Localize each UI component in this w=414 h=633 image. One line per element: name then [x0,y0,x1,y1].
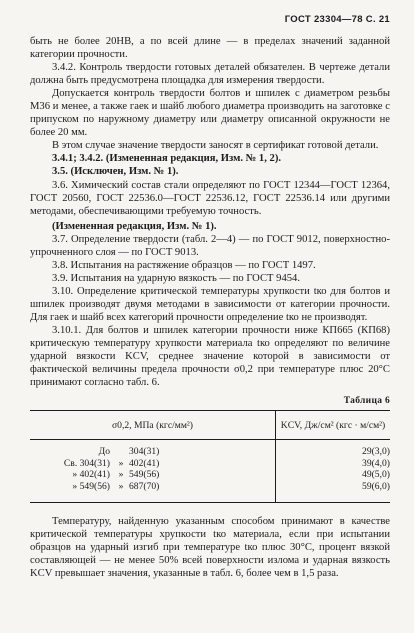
table-row [30,458,275,469]
paragraph: 3.6. Химический состав стали определяют по ГОСТ 12344—ГОСТ 12364, ГОСТ 20560, ГОСТ 22536.0—ГОСТ 22536.12, ГОСТ 22536.14 или другими методами, обеспечивающими требуемую точность. [30,179,390,217]
table-header-kcv: KCV, Дж/см² (кгс · м/см²) [276,411,390,440]
paragraph: 3.8. Испытания на растяжение образцов — по ГОСТ 1497. [52,259,316,271]
kcv-value: 49(5,0) [362,469,390,481]
strength-column [30,440,276,503]
range-value: 549(56) [129,469,160,481]
range-ditto [113,446,129,457]
range-prefix: » 549(56) [72,480,110,492]
table-6 [30,410,390,503]
paragraph: быть не более 20НВ, а по всей длине — в пределах значений заданной категории прочности. [30,36,390,61]
range-ditto: » [118,480,124,492]
range-value: 687(70) [129,480,160,492]
paragraph: Допускается контроль твердости болтов и шпилек с диаметром резьбы М36 и менее, а также гаек и шайб любого диаметра производить на заготовке с припуском по наружному диаметру или диаметру описанной окружности не более 20 мм. [30,88,390,139]
paragraph: В этом случае значение твердости заносят в сертификат готовой детали. [52,140,379,152]
paragraph: Температуру, найденную указанным способом принимают в качестве критической температуры хрупкости tко материала, если при испытании образцов на ударный изгиб при температуре tко плюс 30°С, процент вязкой составляющей — не менее 50% всей поверхности излома и ударная вязкость KCV превышает значения, указанные в табл. 6, более чем в 1,5 раза. [30,515,390,580]
amendment-note: 3.4.1; 3.4.2. (Измененная редакция, Изм. № 1, 2). [52,153,282,165]
kcv-value: 59(6,0) [362,480,390,492]
table-row [30,481,275,492]
paragraph: 3.4.2. Контроль твердости готовых деталей обязателен. В чертеже детали должна быть предусмотрена площадка для измерения твердости. [30,62,390,87]
kcv-column [276,440,390,503]
amendment-note: 3.5. (Исключен, Изм. № 1). [52,166,179,178]
range-value: 304(31) [129,446,160,458]
page-header: ГОСТ 23304—78 С. 21 [284,14,390,25]
range-ditto: » [118,457,124,469]
table-row [30,446,275,457]
paragraph: 3.7. Определение твердости (табл. 2—4) — по ГОСТ 9012, поверхностно-упрочненного слоя — по ГОСТ 9013. [30,233,390,258]
paragraph: 3.9. Испытания на ударную вязкость — по ГОСТ 9454. [52,272,300,284]
range-prefix: » 402(41) [72,469,110,481]
kcv-value: 29(3,0) [362,446,390,458]
amendment-note: (Измененная редакция, Изм. № 1). [52,220,217,232]
range-prefix: Св. 304(31) [63,457,110,469]
paragraph: 3.10. Определение критической температуры хрупкости tко для болтов и шпилек производят двумя методами в зависимости от категории прочности. Для гаек и шайб всех категорий прочности определение tко не производят. [30,285,390,323]
paragraph: 3.10.1. Для болтов и шпилек категории прочности ниже КП665 (КП68) критическую температуру хрупкости материала tко определяют по величине ударной вязкости KCV, среднее значение которой в зависимости от фактической величины предела прочности σ0,2 при температуре плюс 20°С принимают согласно табл. 6. [30,325,390,389]
document-body [30,35,390,580]
kcv-value: 39(4,0) [362,457,390,469]
range-value: 402(41) [129,457,160,469]
range-ditto: » [118,469,124,481]
range-prefix: До [98,446,110,458]
table-caption: Таблица 6 [343,396,390,407]
table-header-strength: σ0,2, МПа (кгс/мм²) [30,411,276,440]
table-row [30,469,275,480]
